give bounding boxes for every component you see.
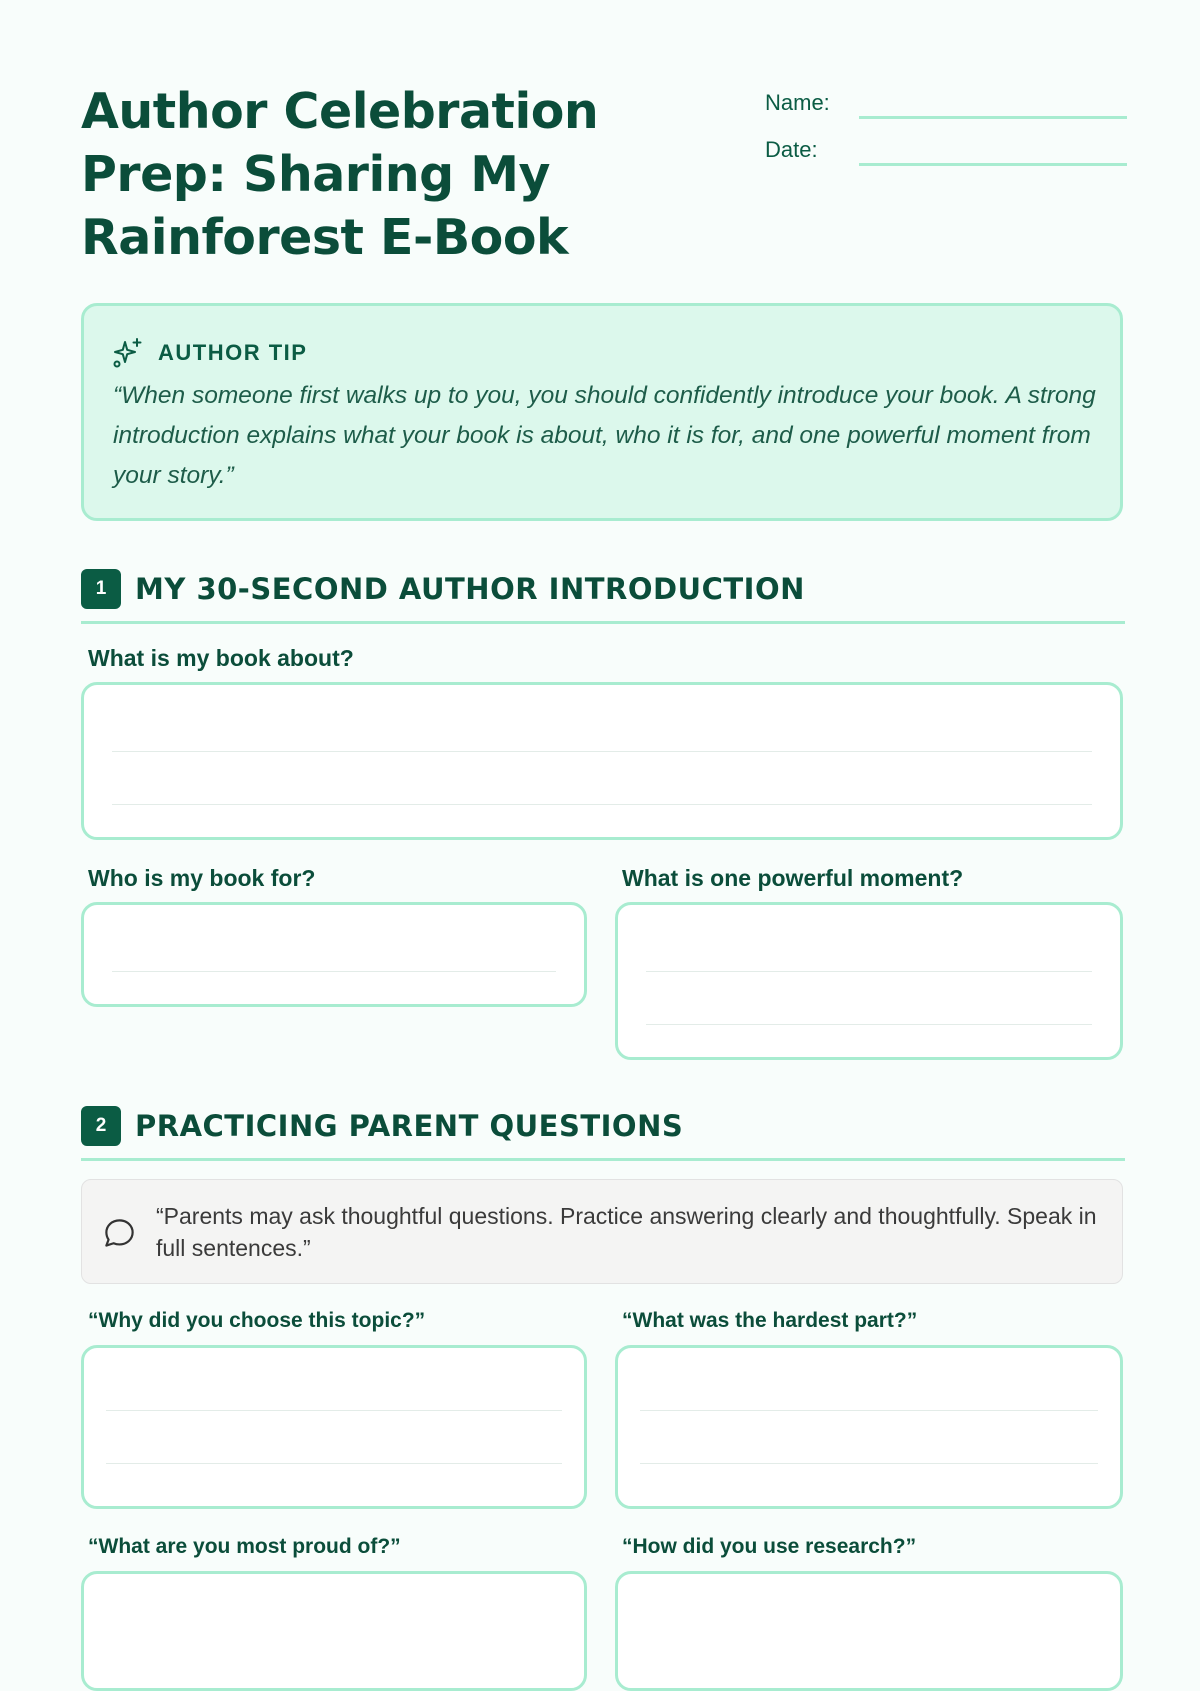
question-hardest-part: “What was the hardest part?”	[622, 1309, 918, 1332]
author-tip-box	[81, 303, 1123, 521]
author-tip-header	[112, 336, 307, 370]
answer-box-book-for[interactable]	[81, 902, 587, 1007]
writing-line	[112, 751, 1092, 752]
page-title: Author Celebration Prep: Sharing My Rainforest E-Book	[81, 83, 599, 266]
question-book-for: Who is my book for?	[88, 865, 316, 891]
date-row	[765, 137, 1127, 167]
author-tip-label: AUTHOR TIP	[158, 340, 308, 365]
name-field[interactable]	[859, 116, 1127, 119]
answer-box-hardest-part[interactable]	[615, 1345, 1123, 1509]
name-row	[765, 90, 1127, 120]
writing-line	[106, 1410, 562, 1411]
writing-line	[112, 804, 1092, 805]
sparkles-icon	[112, 337, 144, 369]
answer-box-book-about[interactable]	[81, 682, 1123, 840]
section-2-heading	[81, 1106, 1125, 1161]
name-label: Name:	[765, 90, 830, 115]
writing-line	[646, 971, 1092, 972]
question-powerful-moment: What is one powerful moment?	[622, 865, 964, 891]
answer-box-powerful-moment[interactable]	[615, 902, 1123, 1060]
writing-line	[646, 1024, 1092, 1025]
speech-bubble-icon	[102, 1216, 137, 1251]
date-label: Date:	[765, 137, 818, 162]
parent-questions-note-text: “Parents may ask thoughtful questions. Practice answering clearly and thoughtfully. Speak in full sentences.”	[156, 1203, 1097, 1261]
parent-questions-note	[81, 1179, 1123, 1284]
section-1-title: MY 30-SECOND AUTHOR INTRODUCTION	[135, 572, 805, 606]
question-research: “How did you use research?”	[622, 1535, 917, 1558]
date-field[interactable]	[859, 163, 1127, 166]
section-1-number: 1	[81, 569, 121, 609]
writing-line	[640, 1410, 1098, 1411]
question-why-topic: “Why did you choose this topic?”	[88, 1309, 426, 1332]
author-tip-quote: “When someone first walks up to you, you should confidently introduce your book. A strong introduction explains what your book is about, who it is for, and one powerful moment from your story.”	[113, 382, 1096, 489]
section-2-title: PRACTICING PARENT QUESTIONS	[135, 1109, 684, 1143]
writing-line	[106, 1463, 562, 1464]
section-1-heading	[81, 569, 1125, 624]
question-book-about: What is my book about?	[88, 645, 354, 671]
answer-box-most-proud[interactable]	[81, 1571, 587, 1691]
question-most-proud: “What are you most proud of?”	[88, 1535, 401, 1558]
section-2-number: 2	[81, 1106, 121, 1146]
writing-line	[640, 1463, 1098, 1464]
answer-box-research[interactable]	[615, 1571, 1123, 1691]
writing-line	[112, 971, 556, 972]
answer-box-why-topic[interactable]	[81, 1345, 587, 1509]
